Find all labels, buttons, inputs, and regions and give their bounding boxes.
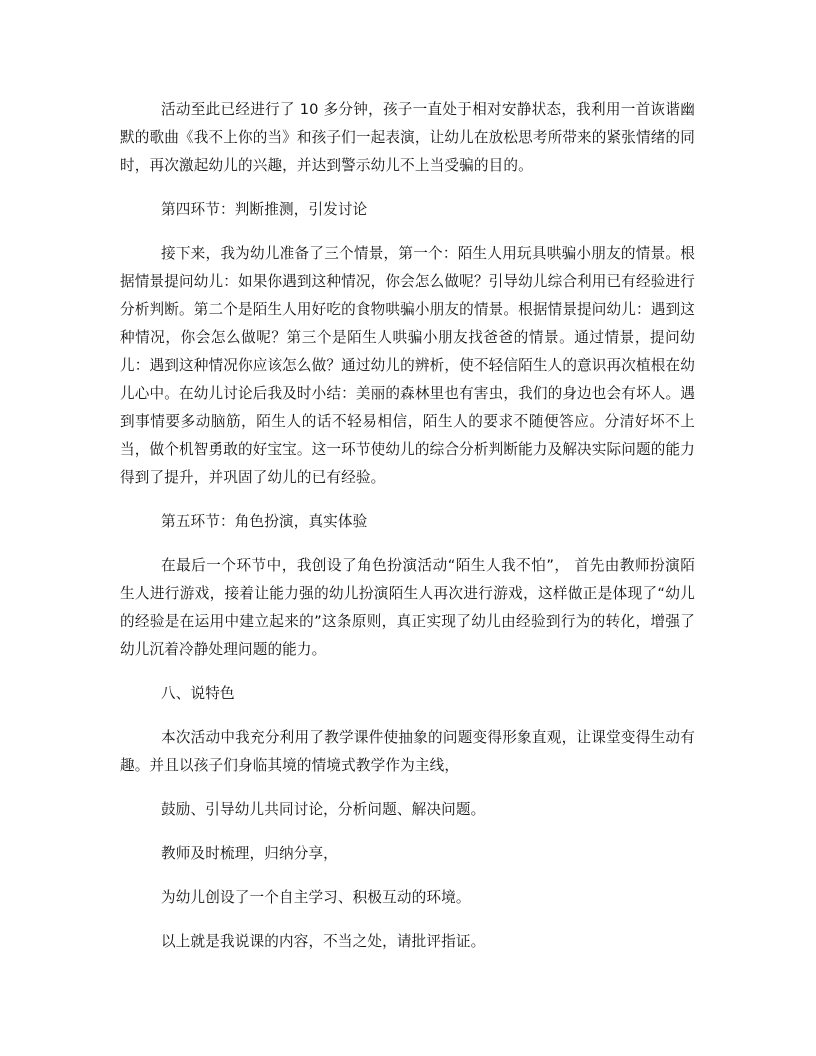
heading-section-four: 第四环节：判断推测，引发讨论 (161, 201, 368, 218)
heading-features: 八、说特色 (161, 685, 235, 702)
paragraph-features-intro: 本次活动中我充分利用了教学课件使抽象的问题变得形象直观，让课堂变得生动有趣。并且以孩子们身临其境的情境式教学作为主线， (120, 729, 695, 774)
paragraph-closing: 以上就是我说课的内容，不当之处，请批评指证。 (161, 933, 486, 950)
paragraph-activity-song: 活动至此已经进行了 10 多分钟，孩子一直处于相对安静状态，我利用一首诙谐幽默的歌曲《我不上你的当》和孩子们一起表演，让幼儿在放松思考所带来的紧张情绪的同时，再次激起幼儿的兴趣，并达到警示幼儿不上当受骗的目的。 (120, 101, 696, 174)
paragraph-encourage: 鼓励、引导幼儿共同讨论，分析问题、解决问题。 (161, 801, 486, 818)
heading-section-five: 第五环节：角色扮演，真实体验 (161, 513, 368, 530)
paragraph-scenarios: 接下来，我为幼儿准备了三个情景，第一个：陌生人用玩具哄骗小朋友的情景。根据情景提问幼儿：如果你遇到这种情况，你会怎么做呢？引导幼儿综合利用已有经验进行分析判断。第二个是陌生人用好吃的食物哄骗小朋友的情景。根据情景提问幼儿：遇到这种情况，你会怎么做呢？第三个是陌生人哄骗小朋友找爸爸的情景。通过情景，提问幼儿：遇到这种情况你应该怎么做？通过幼儿的辨析，使不轻信陌生人的意识再次植根在幼儿心中。在幼儿讨论后我及时小结：美丽的森林里也有害虫，我们的身边也会有坏人。遇到事情要多动脑筋，陌生人的话不轻易相信，陌生人的要求不随便答应。分清好坏不上当，做个机智勇敢的好宝宝。这一环节使幼儿的综合分析判断能力及解决实际问题的能力得到了提升，并巩固了幼儿的已有经验。 (120, 245, 696, 486)
paragraph-teacher-summary: 教师及时梳理，归纳分享， (161, 845, 338, 862)
document-body (120, 96, 695, 972)
paragraph-role-play: 在最后一个环节中，我创设了角色扮演活动“陌生人我不怕”， 首先由教师扮演陌生人进行游戏，接着让能力强的幼儿扮演陌生人再次进行游戏，这样做正是体现了“幼儿的经验是在运用中建立起来的”这条原则，真正实现了幼儿由经验到行为的转化，增强了幼儿沉着冷静处理问题的能力。 (120, 557, 695, 658)
paragraph-environment: 为幼儿创设了一个自主学习、积极互动的环境。 (161, 889, 471, 906)
